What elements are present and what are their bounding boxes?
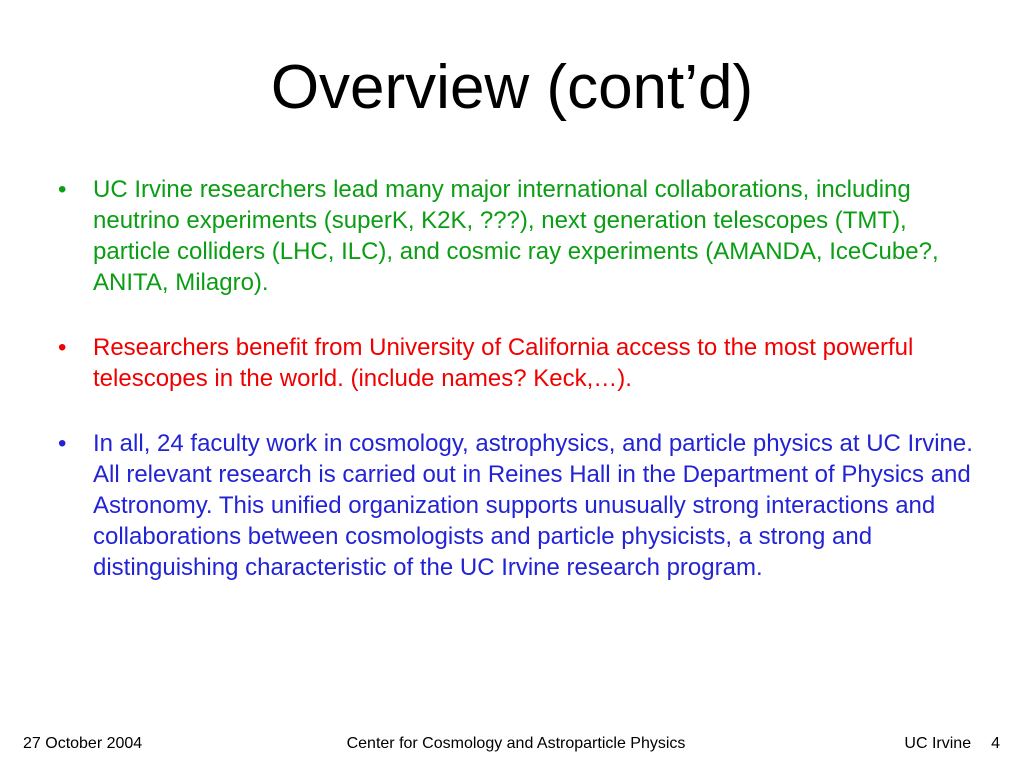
footer-right [904, 734, 1000, 754]
bullet-text: Researchers benefit from University of California access to the most powerful telescopes in the world. (include names? Keck,…). [93, 334, 914, 392]
bullet-item-telescopes [58, 332, 988, 394]
page-number: 4 [991, 735, 1000, 752]
footer-org: UC Irvine [904, 735, 972, 752]
footer-center-title: Center for Cosmology and Astroparticle Physics [346, 735, 686, 752]
bullet-marker: • [58, 334, 67, 361]
slide-title: Overview (cont’d) [270, 53, 754, 122]
bullet-list [58, 174, 988, 617]
footer-date: 27 October 2004 [23, 735, 143, 752]
bullet-text: UC Irvine researchers lead many major international collaborations, including neutrino experiments (superK, K2K, ???), next generation telescopes (TMT), particle colliders (LHC, ILC), and cosmic ray experiments (AMANDA, IceCube?, ANITA, Milagro). [93, 176, 939, 296]
bullet-marker: • [58, 176, 67, 203]
bullet-item-faculty [58, 428, 988, 583]
bullet-text: In all, 24 faculty work in cosmology, astrophysics, and particle physics at UC Irvine. All relevant research is carried out in Reines Hall in the Department of Physics and Astronomy. This unified organization supports unusually strong interactions and collaborations between cosmologists and particle physicists, a strong and distinguishing characteristic of the UC Irvine research program. [93, 430, 973, 581]
bullet-marker: • [58, 430, 67, 457]
bullet-item-collaborations [58, 174, 988, 298]
